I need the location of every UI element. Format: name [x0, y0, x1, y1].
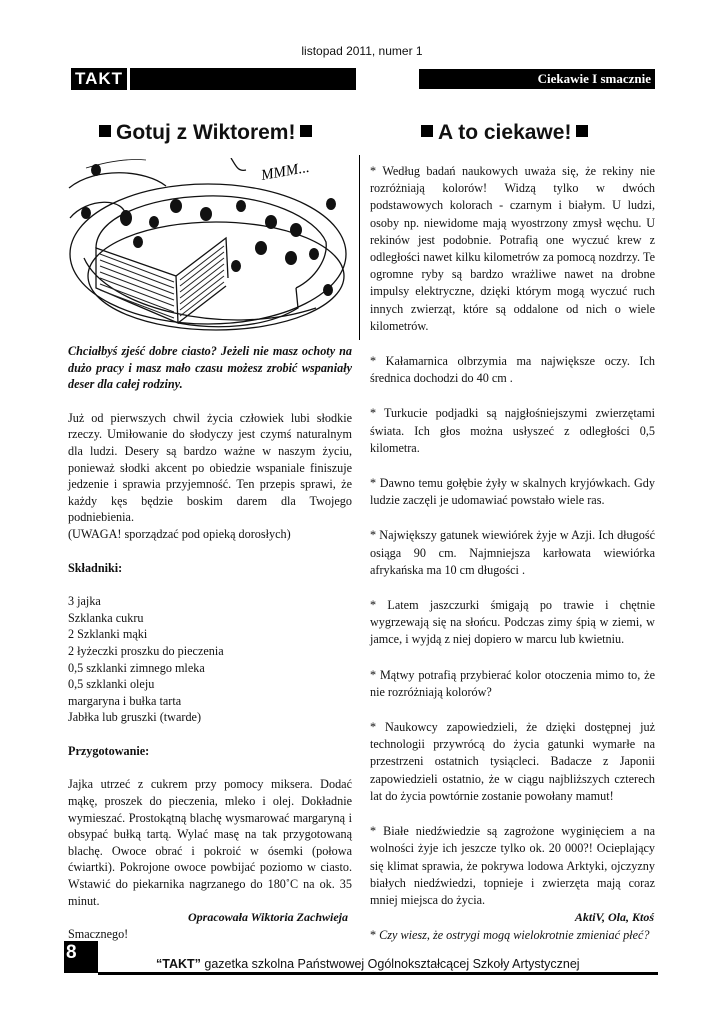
fact-item: * Naukowcy zapowiedzieli, że dzięki dostępnej już technologii przywrócą do życia gatunki wymarłe na przestrzeni ostatnich tysiącleci. Badacze z Japonii zapowiedzieli ostatnio, że w ciągu najbliższych czterech lat do życia powtórnie zostanie powołany mamut! — [370, 720, 655, 803]
prep-title: Przygotowanie: — [68, 743, 150, 758]
ingredients-list — [68, 593, 352, 726]
list-item: Jabłka lub gruszki (twarde) — [68, 710, 202, 725]
takt-logo: TAKT — [68, 68, 130, 90]
drawing-border — [359, 155, 360, 340]
square-bullet-icon — [99, 125, 111, 137]
list-item: 0,5 szklanki oleju — [68, 677, 155, 692]
list-item: 2 łyżeczki proszku do pieczenia — [68, 643, 224, 658]
page-number: 8 — [64, 941, 98, 973]
facts-signature: AktiV, Ola, Ktoś — [574, 910, 654, 924]
recipe-column — [68, 343, 352, 943]
fact-item: * Białe niedźwiedzie są zagrożone wyginięciem a na wolności żyje ich jeszcze tylko ok. 20 000?! Ocieplający się klimat sprawia, że pokrywa lodowa Arktyki, ojczyzny białych niedźwiedzi, topnieje i zwierzęta mają coraz mniej miejsca do życia. — [370, 824, 655, 907]
facts-column — [370, 163, 655, 962]
cake-illustration — [66, 158, 356, 340]
recipe-signature: Opracowała Wiktoria Zachwieja — [188, 910, 349, 924]
footer-rule — [98, 972, 658, 975]
recipe-warning: (UWAGA! sporządzać pod opieką dorosłych) — [68, 526, 291, 541]
fact-item: * Największy gatunek wiewiórek żyje w Azji. Ich długość osiąga 90 cm. Najmniejsza karłowata wiewiórka afrykańska ma 10 cm długości . — [370, 528, 655, 577]
left-heading: Gotuj z Wiktorem! — [94, 121, 317, 145]
recipe-intro: Już od pierwszych chwil życia człowiek lubi słodkie rzeczy. Umiłowanie do słodyczy jest czymś naturalnym dla ludzi. Desery są bardzo ważne w naszym życiu, ponieważ słodki akcent po obiedzie wspaniale finiszuje jedzenie i sprawia przyjemność. Ten przepis sprawi, że każdy kęs będzie boskim darem dla Twojego podniebienia. — [68, 410, 352, 525]
fact-item-last: * Czy wiesz, że ostrygi mogą wielokrotnie zmieniać płeć? — [370, 928, 650, 943]
list-item: 0,5 szklanki zimnego mleka — [68, 660, 205, 675]
drawing-caption: MMM... — [259, 159, 311, 184]
list-item: Szklanka cukru — [68, 610, 144, 625]
square-bullet-icon — [421, 125, 433, 137]
fact-item: * Dawno temu gołębie żyły w skalnych kryjówkach. Gdy ludzie zaczęli je udomawiać powstało wiele ras. — [370, 476, 655, 508]
section-title: Ciekawie I smacznie — [419, 69, 655, 89]
square-bullet-icon — [576, 125, 588, 137]
right-heading: A to ciekawe! — [416, 121, 593, 145]
prep-text: Jajka utrzeć z cukrem przy pomocy miksera. Dodać mąkę, proszek do pieczenia, mleko i olej. Dokładnie wymieszać. Prostokątną blachę wysmarować margaryną i obsypać bułką tartą. Wylać masę na tak przygotowaną blachę. Owoce obrać i pokroić w ósemki (połowa ćwiartki). Pokrojone owoce powbijać poziomo w ciasto. Wstawić do piekarnika nagrzanego do 180˚C na ok. 35 minut. — [68, 777, 352, 908]
fact-item: * Mątwy potrafią przybierać kolor otoczenia mimo to, że nie rozróżniają kolorów? — [370, 667, 655, 699]
masthead-bar — [68, 68, 356, 90]
footer-text: “TAKT” gazetka szkolna Państwowej Ogólnokształcącej Szkoły Artystycznej — [156, 957, 580, 971]
recipe-lead: Chciałbyś zjeść dobre ciasto? Jeżeli nie masz ochoty na dużo pracy i masz mało czasu możesz zrobić wspaniały deser dla całej rodziny. — [68, 344, 352, 392]
ingredients-title: Składniki: — [68, 560, 123, 575]
fact-item: * Latem jaszczurki śmigają po trawie i chętnie wygrzewają się na słońcu. Podczas zimy śpią w ziemi, w jamce, i wyjdą z niej dopiero w marcu lub kwietniu. — [370, 598, 655, 647]
list-item: 2 Szklanki mąki — [68, 627, 148, 642]
fact-item: * Kałamarnica olbrzymia ma największe oczy. Ich średnica dochodzi do 40 cm . — [370, 354, 655, 386]
list-item: 3 jajka — [68, 594, 101, 609]
closing: Smacznego! — [68, 927, 129, 942]
square-bullet-icon — [300, 125, 312, 137]
issue-date: listopad 2011, numer 1 — [301, 44, 423, 58]
fact-item: * Turkucie podjadki są najgłośniejszymi zwierzętami świata. Ich głos można usłyszeć z odległości 0,5 kilometra. — [370, 406, 655, 455]
list-item: margaryna i bułka tarta — [68, 693, 182, 708]
fact-item: * Według badań naukowych uważa się, że rekiny nie rozróżniają kolorów! Widzą tylko w dwóch podstawowych kolorach - czarnym i białym. U ludzi, osoby np. niewidome mają wyostrzony zmysł węchu. U rekinów jest podobnie. Potrafią one wyczuć krew z odległości nawet kilku kilometrów za pomocą nozdrzy. Te ogromne ryby są bardzo wrażliwe nawet na drobne impulsy elektryczne, dzięki którym mogą wyczuć ruch innych zwierząt, które są oddalone od nich o wiele kilometrów. — [370, 164, 655, 333]
